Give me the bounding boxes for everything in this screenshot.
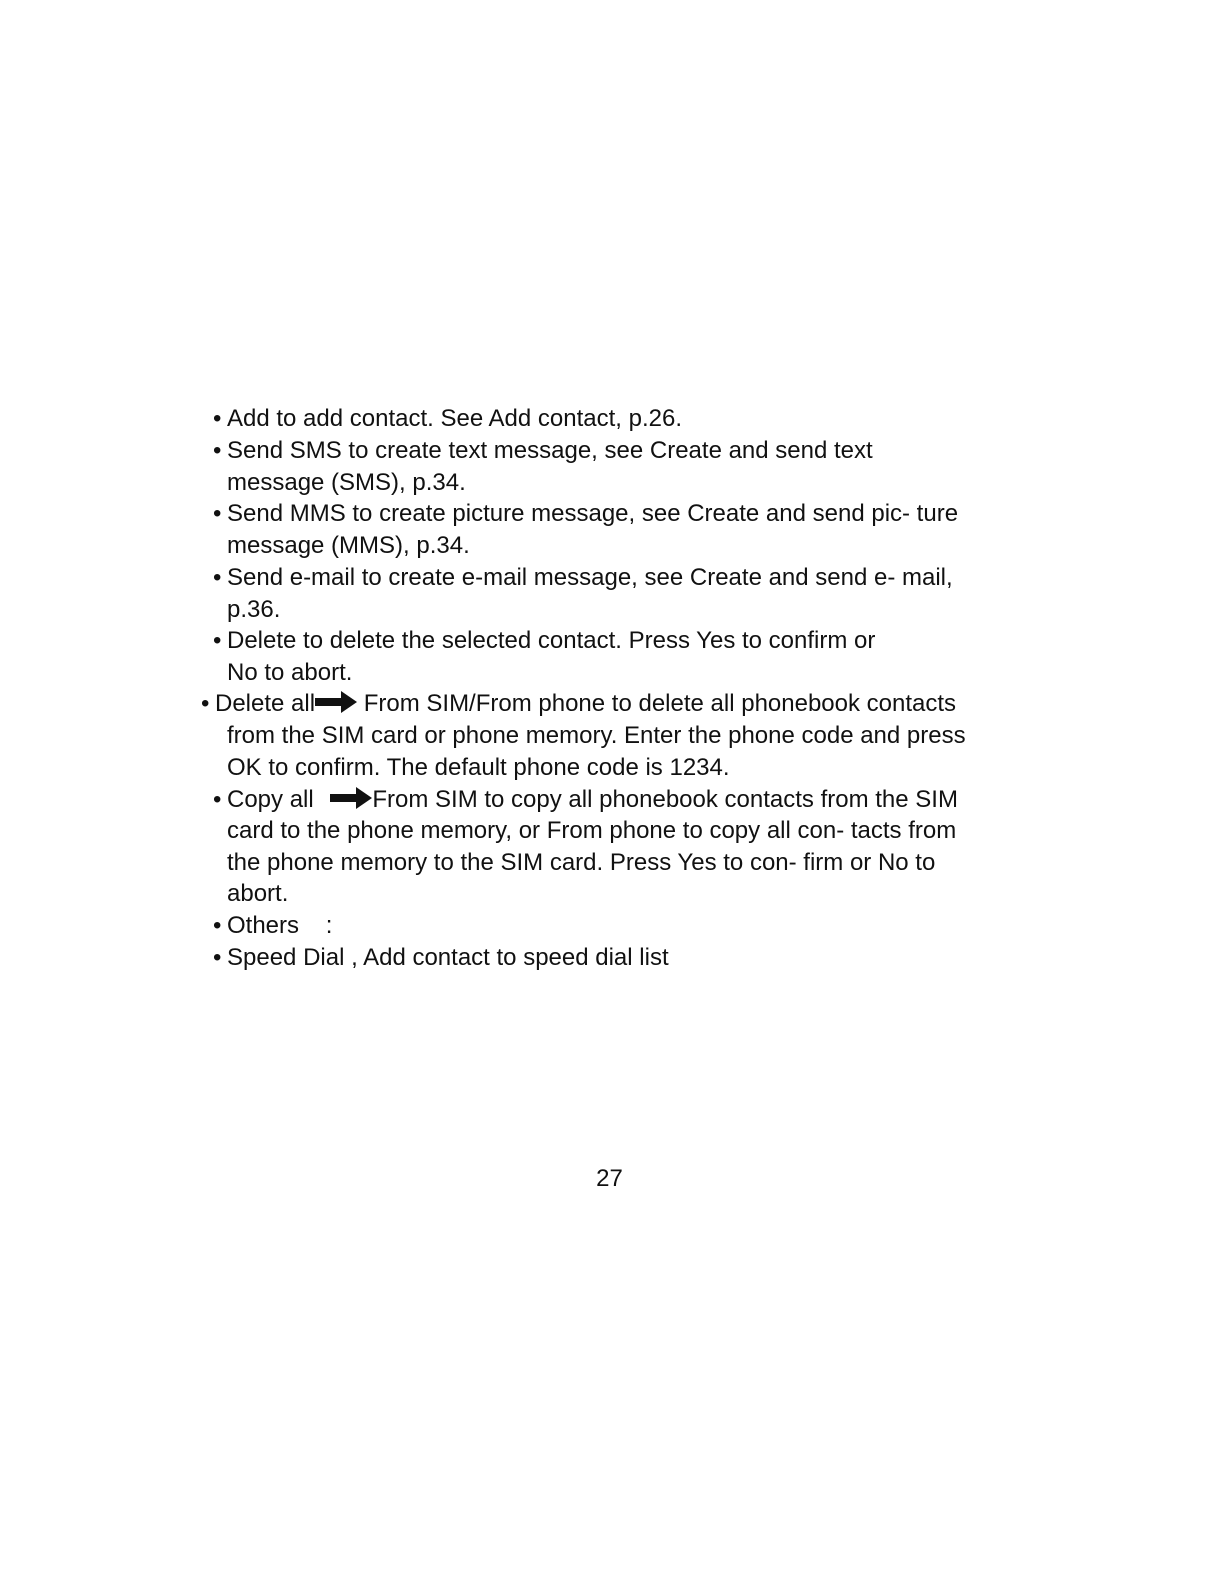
list-item-continuation — [227, 530, 470, 561]
list-item-send-email — [213, 562, 953, 593]
list-item-text: Copy all — [227, 786, 321, 813]
list-item-text: Speed Dial , Add contact to speed dial list — [227, 944, 669, 971]
list-item-text: card to the phone memory, or From phone to copy all con- tacts from — [227, 817, 957, 844]
bullet: • — [213, 944, 222, 971]
list-item-text: p.36. — [227, 596, 281, 623]
bullet: • — [213, 912, 222, 939]
right-arrow-icon — [330, 787, 372, 809]
list-item-continuation — [227, 847, 935, 878]
list-item-text: Send MMS to create picture message, see Create and send pic- ture — [227, 500, 959, 527]
right-arrow-icon — [315, 691, 357, 713]
list-item-text: Send e-mail to create e-mail message, see Create and send e- mail, — [227, 564, 953, 591]
bullet: • — [201, 690, 210, 717]
bullet: • — [213, 437, 222, 464]
list-item-text: from the SIM card or phone memory. Enter the phone code and press — [227, 722, 966, 749]
list-item-send-sms — [213, 435, 873, 466]
list-item-delete-all — [201, 688, 956, 719]
page-number: 27 — [596, 1165, 623, 1192]
list-item-continuation — [227, 720, 966, 751]
list-item-continuation — [227, 657, 352, 688]
list-item-text: No to abort. — [227, 659, 353, 686]
list-item-copy-all — [213, 784, 958, 815]
bullet: • — [213, 786, 222, 813]
bullet: • — [213, 405, 222, 432]
list-item-text: From SIM/From phone to delete all phonebook contacts — [357, 690, 957, 717]
list-item-text: abort. — [227, 880, 289, 907]
list-item-text: Delete to delete the selected contact. Press Yes to confirm or — [227, 627, 876, 654]
list-item-speed-dial — [213, 942, 669, 973]
list-item-text: OK to confirm. The default phone code is 1234. — [227, 754, 730, 781]
list-item-text: Add to add contact. See Add contact, p.26. — [227, 405, 682, 432]
list-item-continuation — [227, 594, 280, 625]
list-item-add — [213, 403, 682, 434]
list-item-text: Others : — [227, 912, 333, 939]
list-item-text: Send SMS to create text message, see Create and send text — [227, 437, 873, 464]
bullet: • — [213, 627, 222, 654]
list-item-others — [213, 910, 332, 941]
list-item-text: the phone memory to the SIM card. Press Yes to con- firm or No to — [227, 849, 936, 876]
list-item-text: message (MMS), p.34. — [227, 532, 470, 559]
list-item-continuation — [227, 467, 466, 498]
list-item-send-mms — [213, 498, 958, 529]
list-item-continuation — [227, 878, 288, 909]
list-item-delete — [213, 625, 875, 656]
bullet: • — [213, 500, 222, 527]
list-item-continuation — [227, 815, 956, 846]
list-item-text: From SIM to copy all phonebook contacts from the SIM — [372, 786, 958, 813]
bullet: • — [213, 564, 222, 591]
list-item-continuation — [227, 752, 730, 783]
list-item-text: message (SMS), p.34. — [227, 469, 466, 496]
list-item-text: Delete all — [215, 690, 316, 717]
